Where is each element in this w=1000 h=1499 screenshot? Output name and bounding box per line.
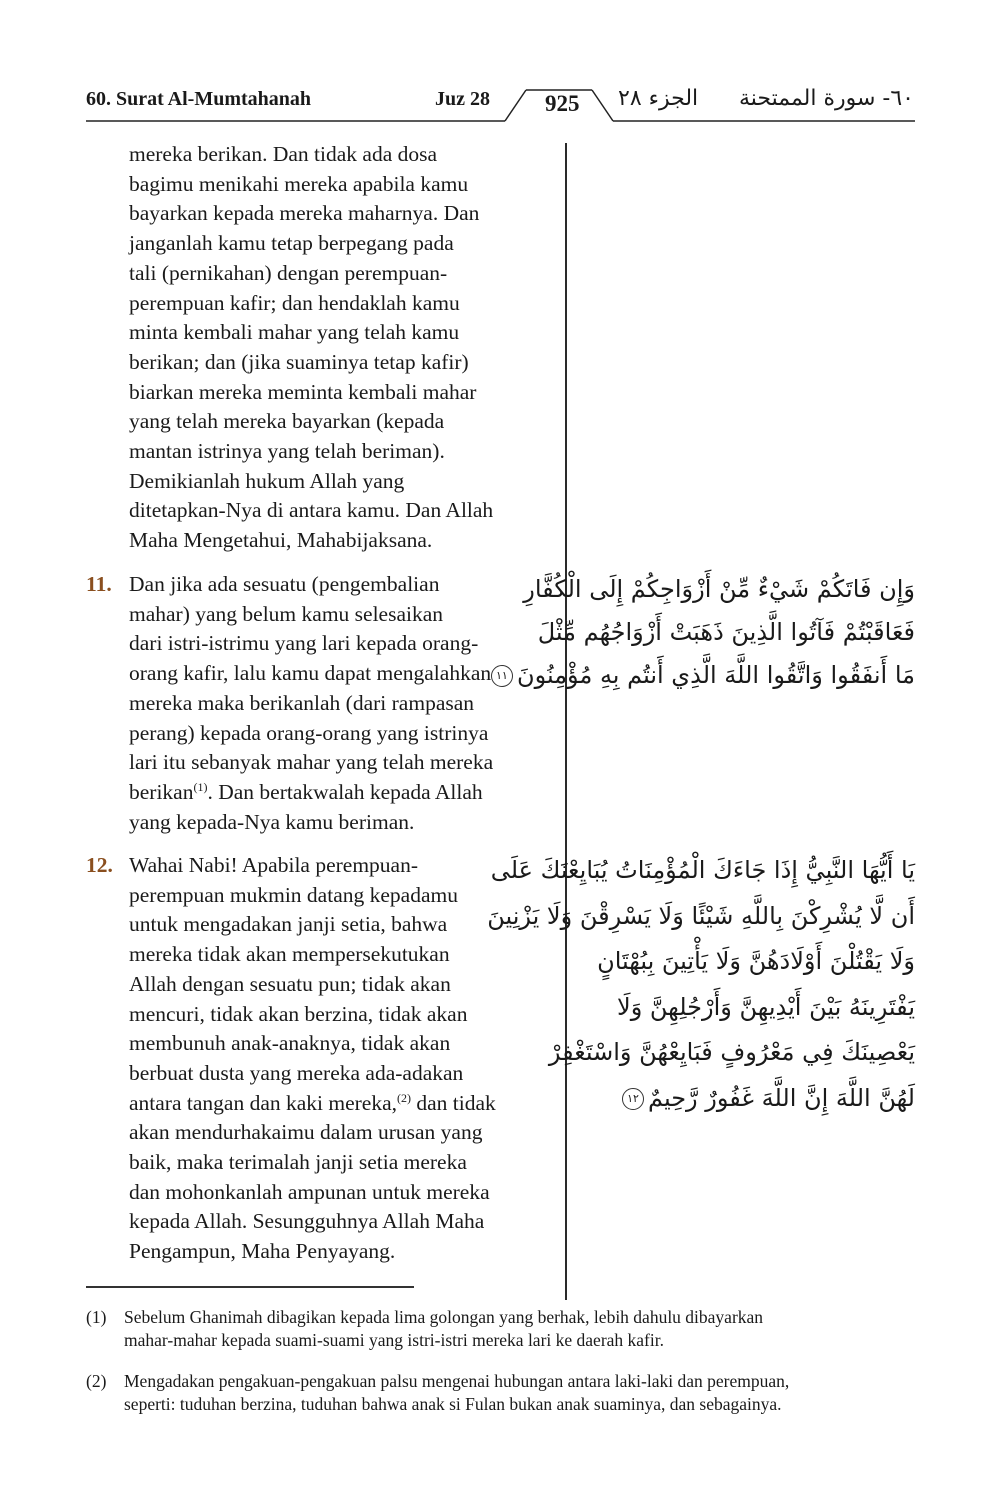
verse-11-arabic <box>496 568 915 697</box>
footnote-mark: (2) <box>86 1371 107 1391</box>
arabic-line <box>496 654 915 697</box>
arabic-text: لَهُنَّ اللَّهَ إِنَّ اللَّهَ غَفُورٌ رَّحِيمٌ <box>648 1083 915 1112</box>
text-line: berikan; dan (jika suaminya tetap kafir) <box>129 349 469 374</box>
text-line: mereka maka berikanlah (dari rampasan <box>129 690 475 715</box>
ayah-end-marker: ١١ <box>491 665 513 687</box>
text-fragment: berikan <box>129 779 194 804</box>
ayah-end-marker: ١٢ <box>622 1088 644 1110</box>
text-line: membunuh anak-anaknya, tidak akan <box>129 1031 451 1056</box>
text-line: yang kepada-Nya kamu beriman. <box>129 809 415 834</box>
text-line: perempuan kafir; dan hendaklah kamu <box>129 290 460 315</box>
text-line: tali (pernikahan) dengan perempuan- <box>129 260 448 285</box>
text-line: Wahai Nabi! Apabila perempuan- <box>129 853 419 877</box>
text-line: Demikianlah hukum Allah yang <box>129 468 405 493</box>
text-fragment: antara tangan dan kaki mereka, <box>129 1090 398 1115</box>
arabic-line: وَإِن فَاتَكُمْ شَيْءٌ مِّنْ أَزْوَاجِكُمْ إِلَى الْكُفَّارِ <box>523 575 915 603</box>
surah-title-latin: 60. Surat Al-Mumtahanah <box>86 88 312 110</box>
footnote-line: seperti: tuduhan berzina, tuduhan bahwa anak si Fulan bukan anak suaminya, dan sebagainya. <box>124 1394 782 1414</box>
footnote-mark: (1) <box>86 1307 107 1327</box>
text-line: Dan jika ada sesuatu (pengembalian <box>129 572 440 596</box>
column-divider <box>565 143 567 1300</box>
text-line: dan mohonkanlah ampunan untuk mereka <box>129 1179 490 1204</box>
verse-10-continuation <box>129 140 554 556</box>
arabic-text: مَا أَنفَقُوا وَاتَّقُوا اللَّهَ الَّذِي أَنتُم بِهِ مُؤْمِنُونَ <box>516 661 915 689</box>
text-line: yang telah mereka bayarkan (kepada <box>129 409 445 434</box>
verse-number-12: 12. <box>86 853 113 877</box>
text-line: Maha Mengetahui, Mahabijaksana. <box>129 528 433 553</box>
text-line: lari itu sebanyak mahar yang telah mereka <box>129 750 494 775</box>
text-line: perang) kepada orang-orang yang istrinya <box>129 720 489 745</box>
footnote-ref-1[interactable]: (1) <box>193 779 208 794</box>
footnote-ref-2[interactable]: (2) <box>397 1090 412 1105</box>
text-fragment: dan tidak <box>411 1090 496 1115</box>
text-line: Pengampun, Maha Penyayang. <box>129 1239 396 1264</box>
text-line <box>129 778 554 808</box>
text-line: kepada Allah. Sesungguhnya Allah Maha <box>129 1209 485 1234</box>
juz-label-latin: Juz 28 <box>435 88 490 110</box>
text-line: mencuri, tidak akan berzina, tidak akan <box>129 1001 468 1026</box>
text-line: biarkan mereka meminta kembali mahar <box>129 379 477 404</box>
text-line <box>129 1089 554 1119</box>
text-line: mereka tidak akan mempersekutukan <box>129 942 450 967</box>
text-line: akan mendurhakaimu dalam urusan yang <box>129 1120 483 1145</box>
text-line: berbuat dusta yang mereka ada-adakan <box>129 1060 464 1085</box>
arabic-line: فَعَاقَبْتُمْ فَآتُوا الَّذِينَ ذَهَبَتْ أَزْوَاجُهُم مِّثْلَ <box>537 618 915 646</box>
text-line: ditetapkan-Nya di antara kamu. Dan Allah <box>129 498 494 523</box>
arabic-line: يَفْتَرِينَهُ بَيْنَ أَيْدِيهِنَّ وَأَرْجُلِهِنَّ وَلَا <box>617 992 915 1021</box>
footnote-line: mahar-mahar kepada suami-suami yang istri-istri mereka lari ke daerah kafir. <box>124 1330 664 1350</box>
header-rule <box>0 0 1000 140</box>
text-line: dari istri-istrimu yang lari kepada orang- <box>129 631 479 656</box>
footnote-line: Sebelum Ghanimah dibagikan kepada lima golongan yang berhak, lebih dahulu dibayarkan <box>124 1307 764 1327</box>
juz-label-arabic: الجزء ٢٨ <box>618 86 699 111</box>
arabic-line <box>590 1076 915 1122</box>
text-fragment: . Dan bertakwalah kepada Allah <box>207 779 483 804</box>
verse-11-translation <box>129 570 554 837</box>
page-number: 925 <box>545 91 580 116</box>
arabic-line: وَلَا يَقْتُلْنَ أَوْلَادَهُنَّ وَلَا يَأْتِينَ بِبُهْتَانٍ <box>597 947 915 975</box>
verse-number-11: 11. <box>86 572 112 596</box>
arabic-line: أَن لَّا يُشْرِكْنَ بِاللَّهِ شَيْئًا وَلَا يَسْرِقْنَ وَلَا يَزْنِينَ <box>487 901 915 930</box>
text-line: Allah dengan sesuatu pun; tidak akan <box>129 971 451 996</box>
text-line: mantan istrinya yang telah beriman). <box>129 439 445 464</box>
surah-title-arabic: ٦٠- سورة الممتحنة <box>738 86 914 111</box>
verse-12-arabic <box>487 848 915 1121</box>
text-line: mereka berikan. Dan tidak ada dosa <box>129 142 438 166</box>
footnote-rule <box>86 1286 414 1288</box>
text-line: baik, maka terimalah janji setia mereka <box>129 1150 467 1175</box>
text-line: mahar) yang belum kamu selesaikan <box>129 601 444 626</box>
footnote-line: Mengadakan pengakuan-pengakuan palsu mengenai hubungan antara laki-laki dan perempuan, <box>124 1371 790 1391</box>
text-line: orang kafir, lalu kamu dapat mengalahkan <box>129 661 492 686</box>
text-line: janganlah kamu tetap berpegang pada <box>129 231 454 256</box>
text-line: perempuan mukmin datang kepadamu <box>129 882 458 907</box>
arabic-line: يَعْصِينَكَ فِي مَعْرُوفٍ فَبَايِعْهُنَّ وَاسْتَغْفِرْ <box>548 1038 915 1066</box>
text-line: bagimu menikahi mereka apabila kamu <box>129 171 469 196</box>
text-line: untuk mengadakan janji setia, bahwa <box>129 912 448 937</box>
text-line: minta kembali mahar yang telah kamu <box>129 320 460 345</box>
arabic-line: يَا أَيُّهَا النَّبِيُّ إِذَا جَاءَكَ الْمُؤْمِنَاتُ يُبَايِعْنَكَ عَلَى <box>490 856 915 884</box>
text-line: bayarkan kepada mereka maharnya. Dan <box>129 201 480 226</box>
